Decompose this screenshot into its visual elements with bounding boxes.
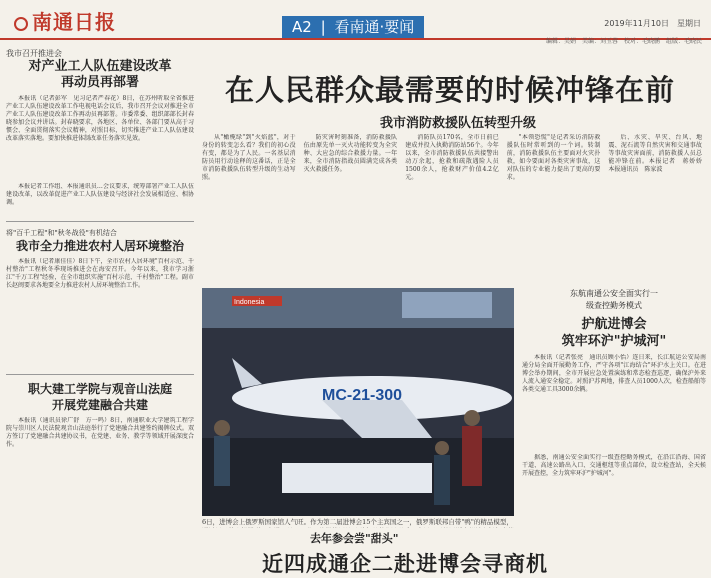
expo-scene-illustration (202, 288, 514, 516)
article-title: 职大建工学院与观音山法庭 (27, 382, 172, 396)
bottom-kicker: 去年参会尝"甜头" (310, 532, 399, 545)
section-label: 看南通·要闻 (334, 18, 415, 36)
article-body: 本报讯（记者康佳佳）8日下午，全市农村人居环境"百村示范、千村整治"工程秋冬季现场推进会在海安召开。今年以来，我市学习浙江"千万工程"经验，在全市组织实施"百村示范、千村整治"工程。副市长赵闽要求各地要全力推进农村人居环境整治工作。 (6, 258, 194, 289)
article-body: 本报讯（通讯员徐广舒 方一鸣）8日，南通职业大学建筑工程学院与崇川区人民法院观音山法庭举行了党建融合共建签约揭牌仪式。双方签订了党建融合共建协议书，在党建、业务、教学等领域开展深度合作。 (6, 417, 194, 448)
article-kicker: 东航南通公安全面实行一 (570, 289, 658, 298)
article-body: 据悉，南通公安全面实行一级查控勤务模式，在沿江沿海、国省干道、高速公路出入口、交通枢纽等重点部位，设立检查站，全天候开展查控，全力筑牢环沪"护城河"。 (522, 454, 706, 477)
left-column (6, 48, 194, 477)
article-title: 筑牢环沪"护城河" (561, 334, 667, 349)
article-title: 对产业工人队伍建设改革 (28, 59, 172, 74)
main-article-body (202, 134, 702, 274)
visitor (435, 441, 449, 455)
section-divider: | (320, 18, 326, 36)
article-body: 本报讯（记者张亮 通讯员顾小怡）连日来，长江航运公安局南通分局全面开展勤务工作，严守各项"江海结合"环沪水上关口。在进博会举办期间，全市开展应急处置演练和常态检查巡逻，确保沪外来人流入通安全稳定。对照沪苏两地，排查人员1000人次，检查船舶等各类交通工具3000余辆。 (522, 354, 706, 393)
paragraph: 防灾害时刻准备，消防救援队伍由原先单一灭火功能转变为全灾种、大应急的综合救援力量。一年来，全市消防指战员圆满完成各类灭火救援任务。 (303, 134, 398, 173)
visitor (214, 436, 230, 486)
article-title: 我市全力推进农村人居环境整治 (15, 239, 184, 253)
article-kicker: 我市召开推进会 (6, 49, 62, 58)
airplane-livery: MC-21-300 (322, 387, 403, 404)
main-headline: 在人民群众最需要的时候冲锋在前 (224, 73, 675, 107)
masthead (0, 0, 711, 40)
visitor (462, 426, 482, 486)
logo-text: 南通日报 (32, 10, 116, 34)
banner-text: Indonesia (234, 299, 265, 306)
right-column (522, 288, 706, 514)
visitor (434, 455, 450, 505)
section-number: A2 (292, 18, 312, 36)
logo-icon (14, 17, 28, 31)
editor-credits: 编辑：吴娟 美编：刘玉蓉 校对：毛晓鹏 组版：毛晓民 (546, 38, 703, 45)
news-photo (202, 288, 514, 516)
model-plane (282, 463, 432, 493)
bottom-headline: 近四成通企二赴进博会寻商机 (262, 552, 548, 576)
divider (6, 374, 194, 375)
visitor (214, 420, 230, 436)
paragraph: "本领恐慌"是记者采访消防救援队伍时常听到的一个词。转制前，消防救援队伍主要面对火灾扑救，如今要面对各类灾害事故，这对队伍的专业能力提出了更高的要求。 (506, 134, 601, 181)
paragraph: 从"橄榄绿"到"火焰蓝"，对于身份的转变怎么看？我们的初心没有变，都是为了人民。一名基层消防员用行动诠释的这番话，正是全市消防救援队伍转型升级的生动写照。 (202, 134, 296, 181)
article-kicker: 将"百千工程"和"秋冬战役"有机结合 (6, 229, 117, 237)
visitor (464, 410, 480, 426)
main-subheadline: 我市消防救援队伍转型升级 (380, 116, 537, 131)
paragraph: 消防队员170名，全市日前已建成并投入执勤消防站56个。今年以来，全市消防救援队伍共接警出动万余起，抢救和疏散遇险人员1500余人，抢救财产价值4.2亿元。 (405, 134, 499, 181)
article-body: 本报讯（记者彭军 见习记者严春花）8日，在苏州听取全省推进产业工人队伍建设改革工作电视电话会议后，我市召开会议对推进全市产业工人队伍建设改革工作再动员再部署。市委常委、组织部部长封春晓参加会议并讲话。封春晓要求，各地区、各单位、各部门要从高于习惯会、全面贯彻落实会议精神，对照目标，切实推进产业工人队伍建设改革落实落地。要加快推进体制改革任务落实见效。 (6, 95, 194, 142)
divider (6, 221, 194, 222)
newspaper-logo (14, 6, 116, 35)
section-tag (282, 16, 424, 38)
paragraph: 后、水灾、旱灾、台风、地震、泥石流等自然灾害和交通事故等事故灾害面前，消防救援人员总能冲锋在前。本报记者 蒋娇娇 本报通讯员 陈家波 (608, 134, 702, 173)
article-title: 护航进博会 (581, 317, 647, 332)
article-title: 再动员再部署 (60, 75, 139, 90)
display-screen (402, 292, 492, 318)
photo-caption: 6日，进博会上俄罗斯国家馆人气旺。作为第二届进博会15个主宾国之一，俄罗斯联邦自带"鸭"的精品模型， (202, 518, 513, 526)
article-kicker: 级查控勤务模式 (586, 301, 642, 310)
article-title: 开展党建融合共建 (51, 398, 148, 412)
article-body: 本报记者工作组、本报通讯员…会议要求，统筹部署产业工人队伍建设改革，以改革促进产业工人队伍建设与经济社会发展相适应、相协调。 (6, 183, 194, 206)
issue-date: 2019年11月10日 星期日 (604, 19, 701, 28)
